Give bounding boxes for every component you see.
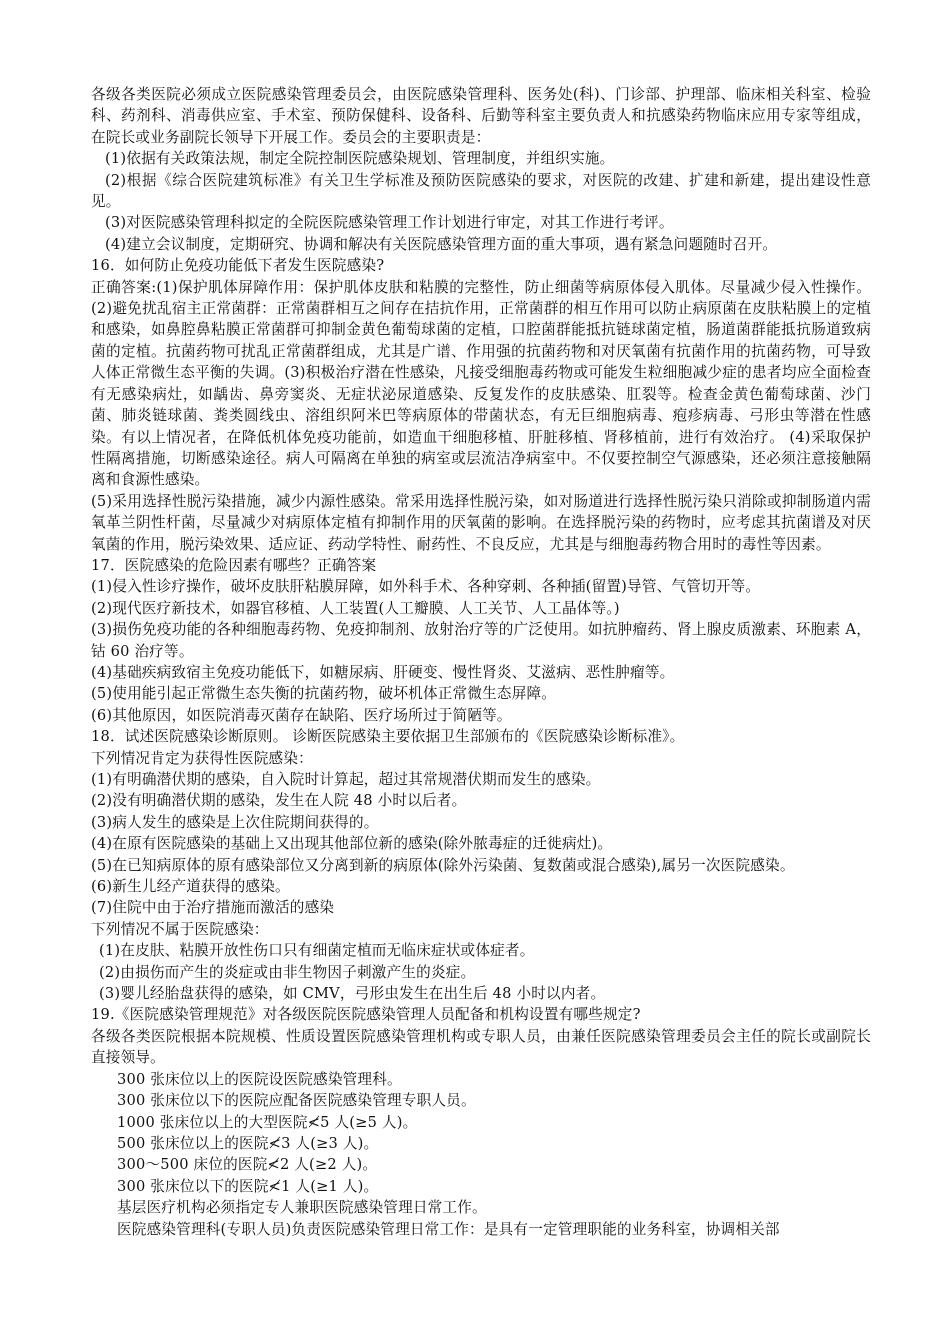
non-hospital-infection-2: (2)由损伤而产生的炎症或由非生物因子刺激产生的炎症。 [99, 963, 476, 981]
question-17-heading: 17．医院感染的危险因素有哪些？正确答案 [91, 556, 377, 574]
staffing-rule-3: 1000 张床位以上的大型医院≮5 人(≥5 人)。 [117, 1113, 418, 1131]
acquired-infection-5: (5)在已知病原体的原有感染部位又分离到新的病原体(除外污染菌、复数菌或混合感染),属另一次医院感染。 [91, 856, 795, 874]
committee-duty-4: (4)建立会议制度，定期研究、协调和解决有关医院感染管理方面的重大事项，遇有紧急问题随时召开。 [105, 235, 778, 253]
question-19-heading: 19.《医院感染管理规范》对各级医院医院感染管理人员配备和机构设置有哪些规定? [91, 1006, 641, 1024]
risk-factor-5: (5)使用能引起正常微生态失衡的抗菌药物，破坏机体正常微生态屏障。 [91, 685, 557, 703]
acquired-infection-2: (2)没有明确潜伏期的感染，发生在人院 48 小时以后者。 [91, 792, 467, 810]
acquired-infection-6: (6)新生儿经产道获得的感染。 [91, 878, 290, 896]
acquired-infection-4: (4)在原有医院感染的基础上又出现其他部位新的感染(除外脓毒症的迁徙病灶)。 [91, 835, 613, 853]
staffing-rule-2: 300 张床位以下的医院应配备医院感染管理专职人员。 [117, 1092, 476, 1110]
risk-factor-3: (3)损伤免疫功能的各种细胞毒药物、免疫抑制剂、放射治疗等的广泛使用。如抗肿瘤药、肾上腺皮质激素、环胞素 A，钴 60 治疗等。 [91, 621, 871, 660]
question-16-answer-5: (5)采用选择性脱污染措施，减少内源性感染。常采用选择性脱污染，如对肠道进行选择性脱污染只消除或抑制肠道内需氧革兰阴性杆菌，尽量减少对病原体定植有抑制作用的厌氧菌的影响。在选择脱污染的药物时，应考虑其抗菌谱及对厌氧菌的作用，脱污染效果、适应证、药动学特性、耐药性、不良反应，尤其是与细胞毒药物合用时的毒性等因素。 [91, 492, 871, 553]
non-hospital-infection-heading: 下列情况不属于医院感染： [91, 920, 269, 938]
committee-duty-2: (2)根据《综合医院建筑标准》有关卫生学标准及预防医院感染的要求，对医院的改建、扩建和新建，提出建设性意见。 [91, 171, 871, 211]
committee-duty-3: (3)对医院感染管理科拟定的全院医院感染管理工作计划进行审定，对其工作进行考评。 [105, 214, 674, 232]
acquired-infection-heading: 下列情况肯定为获得性医院感染： [91, 749, 313, 767]
acquired-infection-3: (3)病人发生的感染是上次住院期间获得的。 [91, 813, 379, 831]
question-18-heading: 18．试述医院感染诊断原则。 诊断医院感染主要依据卫生部颁布的《医院感染诊断标准》。 [91, 728, 685, 746]
committee-intro-paragraph: 各级各类医院必须成立医院感染管理委员会，由医院感染管理科、医务处(科)、门诊部、护理部、临床相关科室、检验科、药剂科、消毒供应室、手术室、预防保健科、设备科、后勤等科室主要负责人和抗感染药物临床应用专家等组成，在院长或业务副院长领导下开展工作。委员会的主要职责是： [91, 86, 871, 146]
risk-factor-4: (4)基础疾病致宿主免疫功能低下，如糖尿病、肝硬变、慢性肾炎、艾滋病、恶性肿瘤等。 [91, 663, 675, 681]
risk-factor-2: (2)现代医疗新技术，如器官移植、人工装置(人工瓣膜、人工关节、人工晶体等。) [91, 599, 620, 617]
staffing-rule-8: 医院感染管理科(专职人员)负责医院感染管理日常工作：是具有一定管理职能的业务科室，协调相关部 [117, 1220, 780, 1238]
staffing-rule-4: 500 张床位以上的医院≮3 人(≥3 人)。 [117, 1134, 379, 1152]
document-body [91, 84, 871, 1240]
question-16-heading: 16．如何防止免疫功能低下者发生医院感染? [91, 257, 385, 275]
non-hospital-infection-1: (1)在皮肤、粘膜开放性伤口只有细菌定植而无临床症状或体症者。 [99, 942, 535, 960]
non-hospital-infection-3: (3)婴儿经胎盘获得的感染，如 CMV，弓形虫发生在出生后 48 小时以内者。 [99, 985, 606, 1003]
staffing-rule-7: 基层医疗机构必须指定专人兼职医院感染管理日常工作。 [117, 1199, 487, 1217]
acquired-infection-1: (1)有明确潜伏期的感染，自入院时计算起，超过其常规潜伏期而发生的感染。 [91, 771, 601, 788]
question-16-answer: 正确答案:(1)保护肌体屏障作用：保护肌体皮肤和粘膜的完整性，防止细菌等病原体侵入肌体。尽量减少侵入性操作。 (2)避免扰乱宿主正常菌群：正常菌群相互之间存在拮抗作用，正常菌群的相互作用可以防止病原菌在皮肤粘膜上的定植和感染，如鼻腔鼻粘膜正常菌群可抑制金黄色葡萄球菌的定植，口腔菌群能抵抗链球菌定植，肠道菌群能抵抗肠道致病菌的定植。抗菌药物可扰乱正常菌群组成，尤其是广谱、作用强的抗菌药物和对厌氧菌有抗菌作用的抗菌药物，可导致人体正常微生态平衡的失调。(3)积极治疗潜在性感染，凡接受细胞毒药物或可能发生粒细胞减少症的患者均应全面检查有无感染病灶，如龋齿、鼻旁窦炎、无症状泌尿道感染、反复发作的皮肤感染、肛裂等。检查金黄色葡萄球菌、沙门菌、肺炎链球菌、粪类圆线虫、溶组织阿米巴等病原体的带菌状态，有无巨细胞病毒、疱疹病毒、弓形虫等潜在性感染。有以上情况者，在降低机体免疫功能前，如造血干细胞移植、肝脏移植、肾移植前，进行有效治疗。 (4)采取保护性隔离措施，切断感染途径。病人可隔离在单独的病室或层流洁净病室中。不仅要控制空气源感染，还必须注意接触隔离和食源性感染。 [91, 278, 871, 489]
risk-factor-6: (6)其他原因，如医院消毒灭菌存在缺陷、医疗场所过于简陋等。 [91, 706, 512, 724]
staffing-rule-1: 300 张床位以上的医院设医院感染管理科。 [117, 1070, 402, 1088]
acquired-infection-7: (7)住院中由于治疗措施而激活的感染 [91, 899, 335, 917]
committee-duty-1: (1)依据有关政策法规，制定全院控制医院感染规划、管理制度，并组织实施。 [105, 150, 615, 168]
risk-factor-1: (1)侵入性诊疗操作，破坏皮肤肝粘膜屏障，如外科手术、各种穿刺、各种插(留置)导管、气管切开等。 [91, 578, 761, 596]
staffing-rule-5: 300～500 床位的医院≮2 人(≥2 人)。 [117, 1156, 378, 1174]
question-19-intro: 各级各类医院根据本院规模、性质设置医院感染管理机构或专职人员，由兼任医院感染管理委员会主任的院长或副院长直接领导。 [91, 1027, 871, 1067]
staffing-rule-6: 300 张床位以下的医院≮1 人(≥1 人)。 [117, 1177, 379, 1195]
